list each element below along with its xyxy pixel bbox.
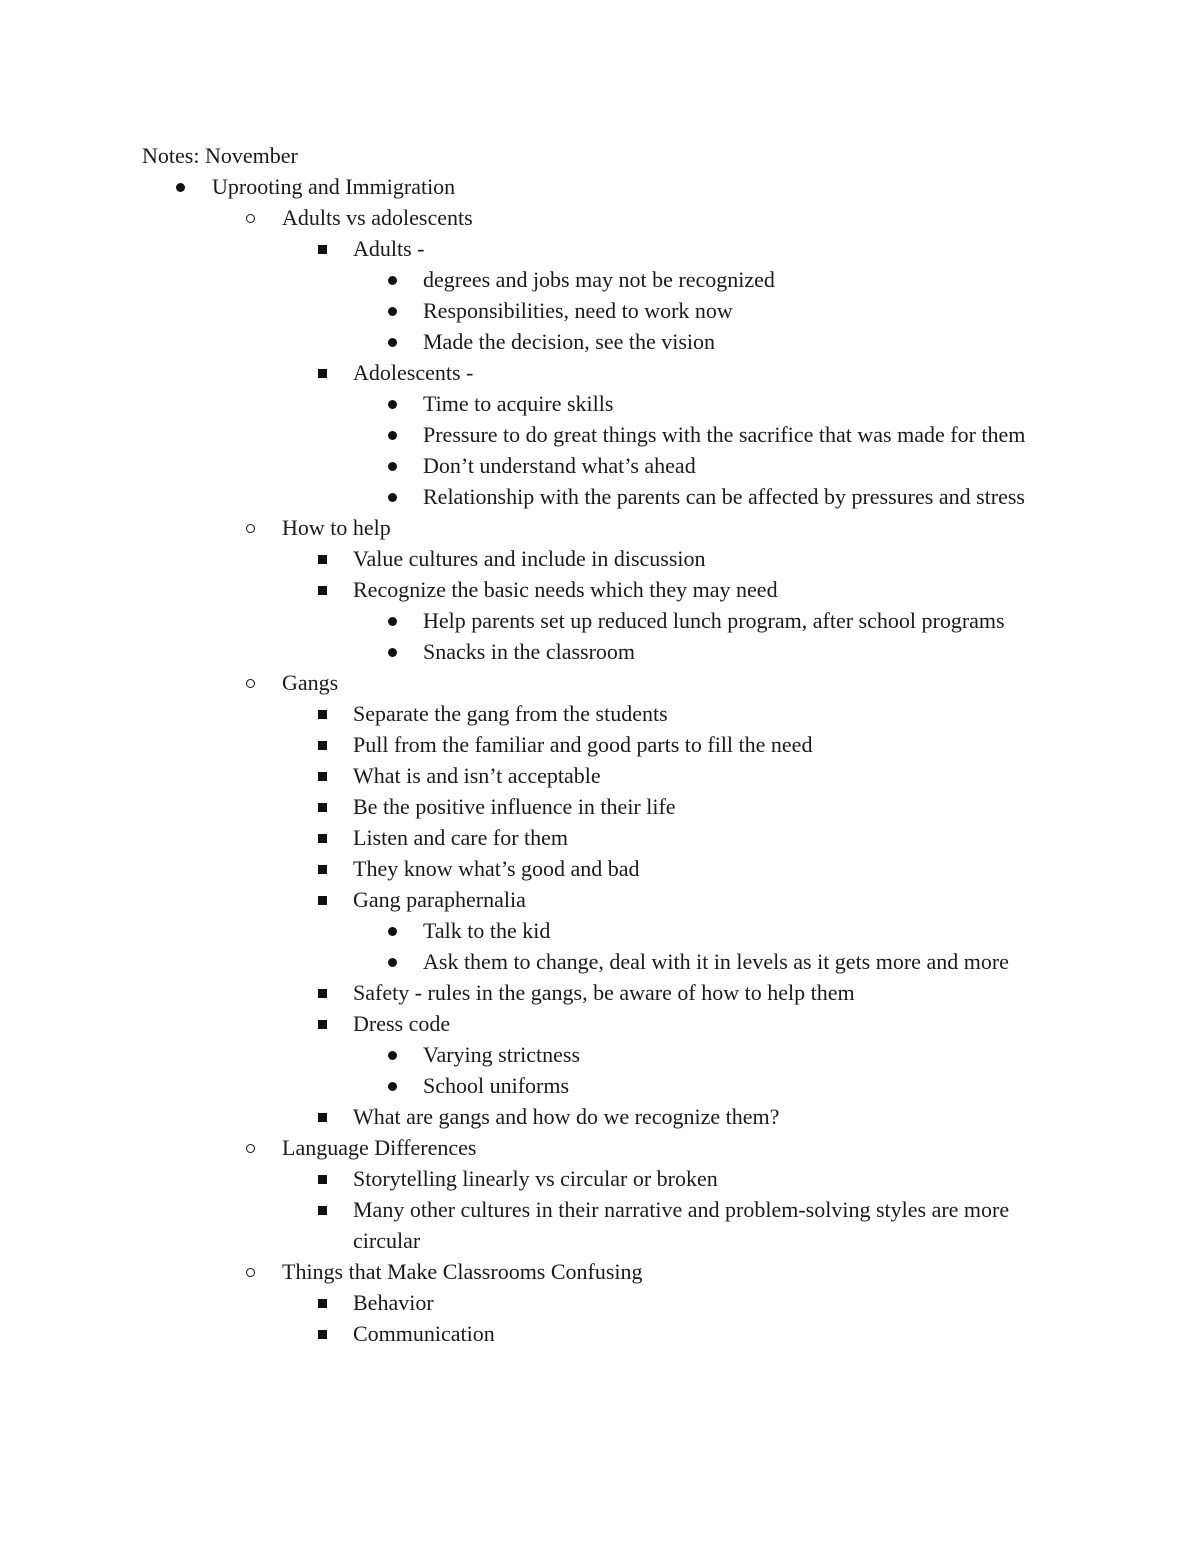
- square-bullet-icon: [318, 543, 327, 574]
- outline-item-text: Varying strictness: [423, 1042, 581, 1067]
- outline-item-text: degrees and jobs may not be recognized: [423, 267, 775, 292]
- square-bullet-icon: [318, 884, 327, 915]
- outline-item-text: Safety - rules in the gangs, be aware of how to help them: [353, 980, 855, 1005]
- outline-item-level-3: [142, 884, 1082, 915]
- outline-item-text: Help parents set up reduced lunch program, after school programs: [423, 608, 1005, 633]
- outline-item-level-4: [142, 946, 1082, 977]
- outline-item-level-4: [142, 295, 1082, 326]
- outline-item-level-4: [142, 450, 1082, 481]
- outline-item-text: Communication: [353, 1321, 495, 1346]
- outline-item-level-3: [142, 977, 1082, 1008]
- outline-item-text: What is and isn’t acceptable: [353, 763, 601, 788]
- outline-item-text: Uprooting and Immigration: [212, 174, 456, 199]
- outline-item-level-3: [142, 822, 1082, 853]
- outline-item-text: Be the positive influence in their life: [353, 794, 676, 819]
- square-bullet-icon: [318, 1008, 327, 1039]
- outline-item-level-2: [142, 1132, 1082, 1163]
- outline-item-text: Ask them to change, deal with it in levels as it gets more and more: [423, 949, 1009, 974]
- square-bullet-icon: [318, 977, 327, 1008]
- outline-item-level-3: [142, 760, 1082, 791]
- disc-bullet-icon: [388, 264, 397, 295]
- outline-item-text: Talk to the kid: [423, 918, 551, 943]
- outline-item-level-4: [142, 605, 1082, 636]
- outline-item-text: Pressure to do great things with the sacrifice that was made for them: [423, 422, 1026, 447]
- outline-item-text: Relationship with the parents can be affected by pressures and stress: [423, 484, 1025, 509]
- outline-item-text: Gangs: [282, 670, 339, 695]
- square-bullet-icon: [318, 853, 327, 884]
- square-bullet-icon: [318, 233, 327, 264]
- outline-item-text: School uniforms: [423, 1073, 570, 1098]
- outline-item-text: Language Differences: [282, 1135, 477, 1160]
- square-bullet-icon: [318, 1101, 327, 1132]
- outline-item-text: What are gangs and how do we recognize them?: [353, 1104, 780, 1129]
- disc-bullet-icon: [388, 1039, 397, 1070]
- square-bullet-icon: [318, 698, 327, 729]
- outline-item-level-3: [142, 357, 1082, 388]
- outline-item-level-3: [142, 1194, 1082, 1256]
- outline-item-text: Many other cultures in their narrative and problem-solving styles are more circular: [353, 1197, 1010, 1253]
- square-bullet-icon: [318, 729, 327, 760]
- outline-item-text: Time to acquire skills: [423, 391, 614, 416]
- outline-item-level-3: [142, 1318, 1082, 1349]
- outline-item-level-4: [142, 915, 1082, 946]
- outline-item-text: Value cultures and include in discussion: [353, 546, 706, 571]
- disc-bullet-icon: [388, 450, 397, 481]
- outline-item-text: Dress code: [353, 1011, 451, 1036]
- outline-item-level-4: [142, 481, 1082, 512]
- outline-item-text: Made the decision, see the vision: [423, 329, 716, 354]
- outline-item-level-4: [142, 264, 1082, 295]
- disc-bullet-icon: [388, 481, 397, 512]
- square-bullet-icon: [318, 760, 327, 791]
- outline-item-level-4: [142, 1070, 1082, 1101]
- outline-item-text: Things that Make Classrooms Confusing: [282, 1259, 643, 1284]
- square-bullet-icon: [318, 1163, 327, 1194]
- outline-item-text: Recognize the basic needs which they may need: [353, 577, 778, 602]
- disc-bullet-icon: [388, 1070, 397, 1101]
- disc-bullet-icon: [388, 636, 397, 667]
- disc-bullet-icon: [388, 388, 397, 419]
- outline-item-text: Snacks in the classroom: [423, 639, 636, 664]
- circle-bullet-icon: [246, 667, 255, 698]
- outline-item-level-3: [142, 1287, 1082, 1318]
- outline-item-text: Pull from the familiar and good parts to fill the need: [353, 732, 813, 757]
- outline-item-level-3: [142, 1163, 1082, 1194]
- square-bullet-icon: [318, 574, 327, 605]
- outline-item-text: Adults -: [353, 236, 425, 261]
- disc-bullet-icon: [388, 915, 397, 946]
- circle-bullet-icon: [246, 1256, 255, 1287]
- outline-item-level-3: [142, 729, 1082, 760]
- outline-item-level-3: [142, 233, 1082, 264]
- square-bullet-icon: [318, 357, 327, 388]
- outline-item-level-3: [142, 698, 1082, 729]
- disc-bullet-icon: [388, 605, 397, 636]
- disc-bullet-icon: [388, 295, 397, 326]
- outline-item-level-4: [142, 326, 1082, 357]
- outline-item-level-2: [142, 202, 1082, 233]
- outline-item-level-2: [142, 667, 1082, 698]
- outline-item-level-3: [142, 853, 1082, 884]
- outline-item-level-3: [142, 543, 1082, 574]
- square-bullet-icon: [318, 1287, 327, 1318]
- outline-item-text: They know what’s good and bad: [353, 856, 640, 881]
- disc-bullet-icon: [176, 171, 185, 202]
- outline-item-level-2: [142, 512, 1082, 543]
- circle-bullet-icon: [246, 202, 255, 233]
- disc-bullet-icon: [388, 946, 397, 977]
- outline-item-text: Listen and care for them: [353, 825, 569, 850]
- outline-item-text: Responsibilities, need to work now: [423, 298, 733, 323]
- outline-item-level-4: [142, 1039, 1082, 1070]
- outline-item-level-4: [142, 419, 1082, 450]
- outline-item-text: How to help: [282, 515, 391, 540]
- outline-item-level-3: [142, 1101, 1082, 1132]
- outline-item-level-4: [142, 636, 1082, 667]
- square-bullet-icon: [318, 1194, 327, 1225]
- outline-item-level-3: [142, 574, 1082, 605]
- outline-item-text: Adolescents -: [353, 360, 474, 385]
- circle-bullet-icon: [246, 1132, 255, 1163]
- disc-bullet-icon: [388, 419, 397, 450]
- outline-item-text: Gang paraphernalia: [353, 887, 526, 912]
- outline-item-level-4: [142, 388, 1082, 419]
- square-bullet-icon: [318, 791, 327, 822]
- circle-bullet-icon: [246, 512, 255, 543]
- page-title: Notes: November: [142, 143, 298, 168]
- outline-item-text: Adults vs adolescents: [282, 205, 473, 230]
- disc-bullet-icon: [388, 326, 397, 357]
- outline-item-level-1: [142, 171, 1082, 202]
- notes-outline: [142, 171, 1082, 1349]
- outline-item-text: Behavior: [353, 1290, 434, 1315]
- outline-item-level-3: [142, 791, 1082, 822]
- outline-item-text: Separate the gang from the students: [353, 701, 668, 726]
- outline-item-level-2: [142, 1256, 1082, 1287]
- document-body: [142, 140, 1082, 1349]
- square-bullet-icon: [318, 1318, 327, 1349]
- square-bullet-icon: [318, 822, 327, 853]
- outline-item-text: Don’t understand what’s ahead: [423, 453, 696, 478]
- outline-item-level-3: [142, 1008, 1082, 1039]
- outline-item-text: Storytelling linearly vs circular or broken: [353, 1166, 718, 1191]
